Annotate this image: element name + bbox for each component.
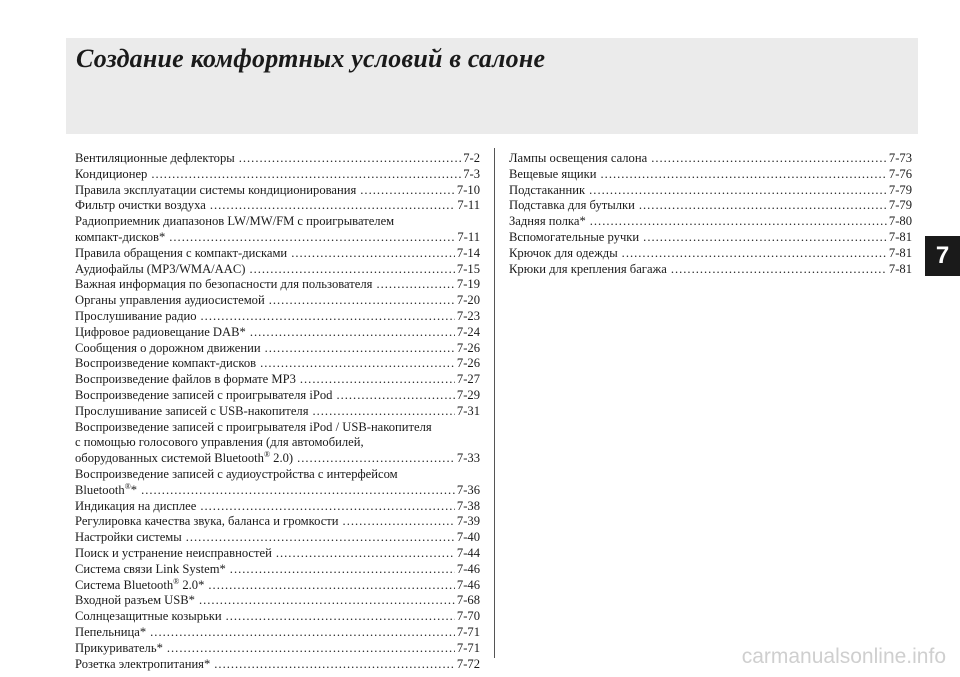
page-title: Создание комфортных условий в салоне: [76, 44, 546, 73]
toc-entry-title-text: Лампы освещения салона: [509, 151, 648, 165]
toc-entry-title-text: Аудиофайлы (MP3/WMA/AAC): [75, 261, 246, 276]
toc-entry-page: 7-79: [888, 198, 912, 213]
toc-entry-title-text: Вещевые ящики: [509, 166, 597, 181]
toc-entry[interactable]: [75, 562, 480, 578]
toc-entry-title: [509, 262, 667, 278]
toc-entry[interactable]: [75, 325, 480, 341]
dot-leader: [249, 262, 454, 278]
toc-entry-page: 7-26: [456, 340, 480, 355]
toc-entry-title: [509, 183, 585, 199]
toc-entry-title-text: Входной разъем USB*: [75, 593, 195, 608]
dot-leader: [312, 404, 454, 420]
toc-entry-title: [75, 246, 287, 262]
toc-entry-title-text: Воспроизведение записей с проигрывателя iPod: [75, 387, 333, 402]
toc-entry-title-text: Крюки для крепления багажа: [509, 261, 667, 276]
toc-entry-title: [75, 325, 246, 341]
toc-entry-title-text: Цифровое радиовещание DAB*: [75, 324, 246, 339]
toc-entry[interactable]: [75, 530, 480, 546]
dot-leader: [230, 562, 455, 578]
toc-entry[interactable]: [75, 609, 480, 625]
dot-leader: [376, 277, 454, 293]
dot-leader: [643, 230, 887, 246]
toc-entry-title-text: Вентиляционные дефлекторы: [75, 151, 235, 165]
toc-entry-title: [75, 514, 339, 530]
toc-entry-title-line: Воспроизведение записей с аудиоустройства с интерфейсом: [75, 466, 398, 481]
toc-entry-title-text: компакт-дисков*: [75, 229, 166, 244]
toc-entry-page: 7-71: [456, 624, 480, 639]
toc-entry-title-text: Солнцезащитные козырьки: [75, 609, 222, 624]
toc-entry-title-suffix: *: [130, 482, 138, 497]
toc-entry-title-text: Органы управления аудиосистемой: [75, 293, 265, 308]
toc-entry-title-text: оборудованных системой Bluetooth: [75, 451, 264, 466]
dot-leader: [151, 167, 461, 183]
toc-entry[interactable]: [509, 214, 912, 230]
toc-entry-page: 7-19: [456, 277, 480, 292]
toc-entry-title-text: Система Bluetooth: [75, 577, 174, 592]
dot-leader: [360, 183, 455, 199]
toc-entry-title: [75, 625, 146, 641]
toc-entry-page: 7-46: [456, 561, 480, 576]
toc-entry-title-text: Воспроизведение файлов в формате MP3: [75, 372, 296, 387]
toc-entry[interactable]: [75, 593, 480, 609]
dot-leader: [260, 356, 455, 372]
toc-entry-title: [509, 214, 586, 230]
dot-leader: [214, 657, 455, 673]
toc-entry-title: [75, 309, 197, 325]
toc-entry-page: 7-24: [456, 324, 480, 339]
toc-entry-page: 7-20: [456, 293, 480, 308]
dot-leader: [208, 578, 455, 594]
toc-entry-title: [75, 341, 261, 357]
toc-entry-page: 7-40: [456, 530, 480, 545]
toc-entry-page: 7-33: [456, 451, 480, 466]
toc-entry-title: [75, 356, 256, 372]
registered-mark: ®: [124, 481, 131, 491]
toc-entry-page: 7-81: [888, 261, 912, 276]
dot-leader: [336, 388, 454, 404]
toc-entry-title-text: Bluetooth: [75, 482, 125, 497]
toc-entry-title: [509, 198, 635, 214]
toc-entry-title-text: Кондиционер: [75, 166, 148, 181]
toc-entry-title: [75, 293, 265, 309]
toc-entry-page: 7-27: [456, 372, 480, 387]
toc-entry-page: 7-14: [456, 245, 480, 260]
toc-entry[interactable]: [75, 198, 480, 214]
toc-entry-title: [75, 657, 210, 673]
toc-entry-title: [75, 451, 293, 467]
dot-leader: [167, 641, 455, 657]
toc-entry-title-text: Прослушивание радио: [75, 308, 197, 323]
toc-entry-page: 7-68: [456, 593, 480, 608]
chapter-tab[interactable]: 7: [925, 236, 960, 276]
toc-entry[interactable]: [75, 578, 480, 594]
toc-entry[interactable]: [75, 183, 480, 199]
toc-entry[interactable]: [75, 372, 480, 388]
dot-leader: [250, 325, 455, 341]
toc-entry-title: [75, 372, 296, 388]
toc-entry-title-text: Сообщения о дорожном движении: [75, 340, 261, 355]
toc-entry-page: 7-11: [457, 229, 480, 244]
dot-leader: [169, 230, 455, 246]
toc-entry[interactable]: [75, 356, 480, 372]
dot-leader: [622, 246, 887, 262]
toc-entry-title: [75, 593, 195, 609]
toc-entry[interactable]: [75, 499, 480, 515]
toc-entry-title: [75, 562, 226, 578]
toc-entry-title-suffix: 2.0*: [179, 577, 205, 592]
toc-entry-page: 7-81: [888, 245, 912, 260]
toc-entry-title: [75, 546, 272, 562]
toc-entry[interactable]: [509, 262, 912, 278]
toc-entry[interactable]: [75, 625, 480, 641]
toc-entry-title: [75, 499, 196, 515]
toc-entry-title-text: Воспроизведение компакт-дисков: [75, 356, 257, 371]
toc-entry-title: [75, 198, 206, 214]
toc-entry[interactable]: [509, 183, 912, 199]
toc-entry-title-text: Прослушивание записей с USB-накопителя: [75, 403, 309, 418]
toc-entry[interactable]: [509, 151, 912, 167]
toc-entry-page: 7-76: [888, 166, 912, 181]
dot-leader: [601, 167, 887, 183]
toc-entry-page: 7-80: [888, 214, 912, 229]
toc-entry-title-text: Система связи Link System*: [75, 561, 226, 576]
toc-entry[interactable]: [75, 514, 480, 530]
dot-leader: [300, 372, 455, 388]
dot-leader: [201, 309, 455, 325]
toc-entry-page: 7-23: [456, 308, 480, 323]
toc-entry-title: [75, 530, 182, 546]
watermark: carmanualsonline.info: [741, 645, 946, 668]
toc-entry-title-text: Индикация на дисплее: [75, 498, 197, 513]
toc-entry[interactable]: [75, 277, 480, 293]
dot-leader: [210, 198, 456, 214]
toc-entry-title-text: Важная информация по безопасности для пользователя: [75, 277, 373, 292]
dot-leader: [269, 293, 455, 309]
toc-entry-page: 7-46: [456, 577, 480, 592]
toc-entry-title-text: Настройки системы: [75, 530, 182, 545]
toc-entry-title: [75, 609, 222, 625]
dot-leader: [590, 214, 887, 230]
toc-entry[interactable]: [75, 388, 480, 404]
toc-entry-page: 7-10: [456, 182, 480, 197]
toc-entry-page: 7-73: [888, 151, 912, 165]
toc-entry-title: [75, 277, 372, 293]
toc-entry-title: [75, 641, 163, 657]
toc-entry-title-text: Розетка электропитания*: [75, 656, 211, 671]
toc-entry[interactable]: [75, 546, 480, 562]
toc-entry[interactable]: [509, 230, 912, 246]
dot-leader: [276, 546, 455, 562]
toc-entry-title: [75, 388, 332, 404]
toc-entry[interactable]: [75, 151, 480, 167]
toc-entry-page: 7-71: [456, 640, 480, 655]
toc-entry-title-line: Радиоприемник диапазонов LW/MW/FM с проигрывателем: [75, 214, 395, 229]
toc-entry-title-text: Правила обращения с компакт-дисками: [75, 245, 288, 260]
dot-leader: [291, 246, 455, 262]
toc-entry-title: [75, 167, 147, 183]
toc-entry-title: [509, 230, 639, 246]
toc-entry-title-suffix: 2.0): [270, 451, 294, 466]
registered-mark: ®: [263, 449, 271, 459]
toc-entry-title-line: с помощью голосового управления (для автомобилей,: [75, 435, 364, 450]
toc-entry-page: 7-72: [456, 656, 480, 671]
toc-entry[interactable]: [75, 657, 480, 673]
dot-leader: [589, 183, 887, 199]
toc-entry[interactable]: [75, 167, 480, 183]
dot-leader: [239, 151, 461, 167]
toc-left-column: [75, 151, 480, 672]
toc-entry-title: [75, 262, 245, 278]
toc-entry-page: 7-79: [888, 182, 912, 197]
toc-entry-title: [75, 483, 137, 499]
toc-entry-title-text: Вспомогательные ручки: [509, 229, 640, 244]
column-divider: [494, 148, 495, 658]
dot-leader: [343, 514, 455, 530]
toc-entry[interactable]: [75, 641, 480, 657]
toc-entry-title-text: Задняя полка*: [509, 214, 586, 229]
toc-entry-page: 7-81: [888, 229, 912, 244]
toc-entry[interactable]: [75, 309, 480, 325]
dot-leader: [651, 151, 887, 167]
registered-mark: ®: [173, 576, 180, 586]
toc-entry[interactable]: [75, 214, 480, 246]
toc-entry-title-text: Правила эксплуатации системы кондиционирования: [75, 182, 357, 197]
toc-entry[interactable]: [75, 262, 480, 278]
toc-entry[interactable]: [509, 198, 912, 214]
toc-entry-title: [509, 246, 618, 262]
toc-entry[interactable]: [509, 167, 912, 183]
toc-entry-page: 7-39: [456, 514, 480, 529]
toc-entry-page: 7-29: [456, 387, 480, 402]
section-header: [66, 38, 918, 134]
toc-entry-title-text: Крючок для одежды: [509, 245, 618, 260]
dot-leader: [265, 341, 455, 357]
toc-entry-title-text: Фильтр очистки воздуха: [75, 198, 206, 213]
toc-entry-title: [75, 151, 235, 167]
dot-leader: [199, 593, 455, 609]
dot-leader: [671, 262, 887, 278]
toc-entry[interactable]: [75, 420, 480, 467]
dot-leader: [141, 483, 455, 499]
toc-entry-page: 7-70: [456, 609, 480, 624]
toc-entry-page: 7-15: [456, 261, 480, 276]
toc-entry-title-text: Поиск и устранение неисправностей: [75, 545, 272, 560]
toc-entry-title-text: Регулировка качества звука, баланса и громкости: [75, 514, 339, 529]
dot-leader: [226, 609, 455, 625]
toc-entry[interactable]: [509, 246, 912, 262]
toc-right-column: [509, 151, 912, 277]
dot-leader: [639, 198, 887, 214]
dot-leader: [200, 499, 455, 515]
toc-entry-page: 7-31: [456, 403, 480, 418]
toc-entry[interactable]: [75, 293, 480, 309]
toc-entry-title-text: Подстаканник: [509, 182, 586, 197]
toc-entry-page: 7-11: [457, 198, 480, 213]
toc-entry-title: [509, 151, 647, 167]
toc-entry[interactable]: [75, 246, 480, 262]
toc-entry-title: [509, 167, 597, 183]
toc-entry-page: 7-26: [456, 356, 480, 371]
toc-entry-title: [75, 578, 204, 594]
toc-entry-title-text: Пепельница*: [75, 624, 147, 639]
toc-entry[interactable]: [75, 341, 480, 357]
toc-entry-page: 7-36: [456, 482, 480, 497]
toc-entry[interactable]: [75, 404, 480, 420]
toc-entry-title: [75, 230, 165, 246]
toc-entry-page: 7-44: [456, 545, 480, 560]
toc-entry-page: 7-3: [463, 166, 480, 181]
toc-entry[interactable]: [75, 467, 480, 499]
toc-entry-title: [75, 183, 356, 199]
toc-entry-page: 7-2: [463, 151, 480, 165]
dot-leader: [186, 530, 455, 546]
toc-entry-title: [75, 404, 308, 420]
toc-entry-title-text: Прикуриватель*: [75, 640, 163, 655]
toc-entry-title-line: Воспроизведение записей с проигрывателя iPod / USB-накопителя: [75, 419, 432, 434]
toc-entry-title-text: Подставка для бутылки: [509, 198, 635, 213]
toc-entry-page: 7-38: [456, 498, 480, 513]
dot-leader: [150, 625, 455, 641]
dot-leader: [297, 451, 455, 467]
